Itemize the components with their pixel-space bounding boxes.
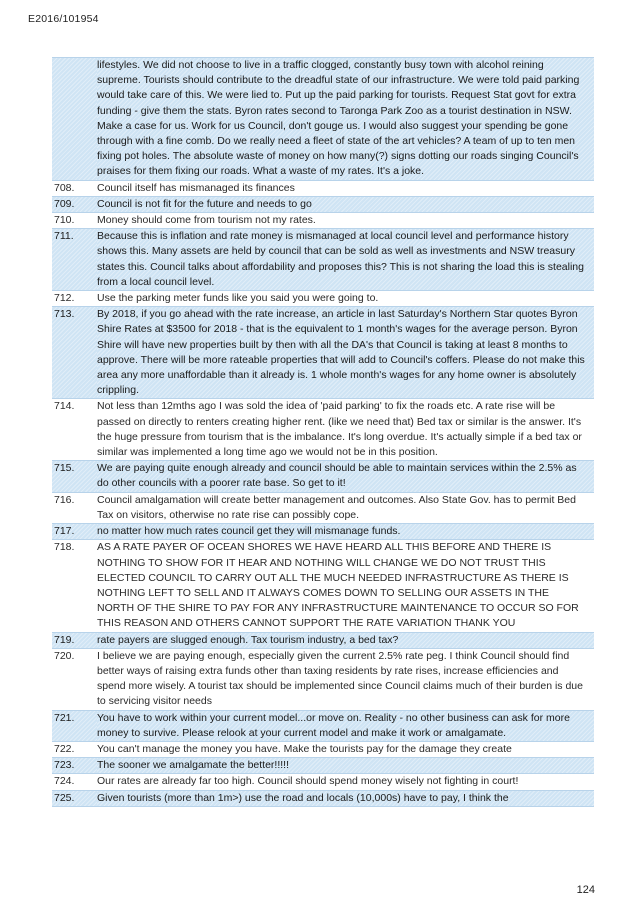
- row-number: 709.: [52, 197, 97, 212]
- row-number: 712.: [54, 292, 75, 305]
- table-row: [52, 710, 594, 742]
- row-text: We are paying quite enough already and council should be able to maintain services within the 2.5% as do other councils with a poorer rate base. So get to it!: [97, 461, 594, 491]
- row-text: Council amalgamation will create better management and outcomes. Also State Gov. has to permit Bed Tax on visitors, otherwise no rate rise can possibly cope.: [97, 493, 576, 521]
- row-number: 722.: [54, 742, 75, 755]
- row-number: 716.: [54, 493, 75, 506]
- table-row: [52, 742, 594, 757]
- row-number: 725.: [52, 791, 97, 806]
- row-text: I believe we are paying enough, especially given the current 2.5% rate peg. I think Council should find better ways of raising extra funds other than taxing residents by rate rises, increase efficiencies and spend more wisely. A tourist tax should be implemented since Council claims much of their burden is due to servicing visitor needs: [97, 649, 583, 708]
- table-row: [52, 399, 594, 460]
- row-text: By 2018, if you go ahead with the rate increase, an article in last Saturday's Northern Star quotes Byron Shire Rates at $3500 for 2018 - that is the equivalent to 1 month's wages for the average person. Byron Shire will have new properties built by then with all the DA's that Council is taking at least 8 months to approve. There will be more rateable properties that will add to Council's coffers. Please do not make this area any more unaffordable than it already is. 1 whole month's wages for any home owner is absolutely crippling.: [97, 307, 594, 398]
- row-number: 717.: [52, 524, 97, 539]
- row-number: [52, 58, 97, 180]
- table-row: [52, 306, 594, 399]
- document-reference: E2016/101954: [28, 13, 99, 25]
- table-row: [52, 181, 594, 196]
- table-row: [52, 493, 594, 523]
- row-number: 708.: [54, 181, 75, 194]
- row-text: Because this is inflation and rate money is mismanaged at local council level and performance history shows this. Many assets are held by council that can be sold as well as investments and NSW treasury states this. Council talks about affordability and proposes this? This is not sharing the load this is stealing from a local council level.: [97, 229, 594, 290]
- row-text: Given tourists (more than 1m>) use the road and locals (10,000s) have to pay, I think the: [97, 791, 594, 806]
- row-text: You can't manage the money you have. Make the tourists pay for the damage they create: [97, 742, 512, 755]
- table-row: [52, 649, 594, 710]
- row-number: 710.: [54, 214, 75, 227]
- table-row: [52, 523, 594, 540]
- table-row: [52, 196, 594, 213]
- row-text: lifestyles. We did not choose to live in a traffic clogged, constantly busy town with alcohol reining supreme. Tourists should contribute to the dreadful state of our infrastructure. We were told paid parking would take care of this. We were lied to. Put up the paid parking for tourists. Request Stat govt for extra funding - give them the stats. Byron rates second to Taronga Park Zoo as a tourist destination in NSW. Make a case for us. Work for us Council, don't gouge us. I would also suggest your spending be gone through with a fine comb. Do we really need a fleet of state of the art vehicles? A team of up to ten men fixing pot holes. The absolute waste of money on how many(?) signs dotting our roads singing Council's praises for them fixing our roads. What a waste of my rates. It's a joke.: [97, 58, 594, 180]
- row-text: You have to work within your current model...or move on. Reality - no other business can ask for more money to survive. Please relook at your current model and make it work or amalgamate.: [97, 711, 594, 741]
- row-text: Council itself has mismanaged its finances: [97, 181, 295, 194]
- row-number: 721.: [52, 711, 97, 741]
- row-number: 713.: [52, 307, 97, 398]
- table-row: [52, 774, 594, 789]
- table-row: [52, 632, 594, 649]
- row-number: 711.: [52, 229, 97, 290]
- table-row: [52, 790, 594, 807]
- row-number: 714.: [54, 400, 75, 413]
- row-text: no matter how much rates council get they will mismanage funds.: [97, 524, 594, 539]
- row-text: The sooner we amalgamate the better!!!!!: [97, 758, 594, 773]
- table-row-continuation: [52, 57, 594, 181]
- row-number: 720.: [54, 649, 75, 662]
- row-text: rate payers are slugged enough. Tax tourism industry, a bed tax?: [97, 633, 594, 648]
- page-number: 124: [576, 884, 595, 896]
- row-text: Our rates are already far too high. Council should spend money wisely not fighting in court!: [97, 775, 519, 788]
- table-row: [52, 213, 594, 228]
- row-text: AS A RATE PAYER OF OCEAN SHORES WE HAVE HEARD ALL THIS BEFORE AND THERE IS NOTHING TO SHOW FOR IT HEAR AND NOTHING WILL CHANGE WE DO NOT TRUST THIS ELECTED COUNCIL TO CARRY OUT ALL THE MUCH NEEDED INFRASTRUCTURE AS THERE IS NOTHING LEFT TO SELL AND IT ALWAYS COMES DOWN TO SELLING OUR ASSETS IN THE NORTH OF THE SHIRE TO PAY FOR ANY INFRASTRUCTURE MAINTENANCE TO OCCUR SO FOR THIS REASON AND OTHERS CANNOT SUPPORT THE RATE VARIATION THANK YOU: [97, 541, 579, 630]
- row-number: 718.: [54, 541, 75, 554]
- row-text: Not less than 12mths ago I was sold the idea of 'paid parking' to fix the roads etc. A rate rise will be passed on directly to renters creating higher rent. (like we need that) Bed tax or similar is the answer. It's the huge pressure from tourism that is the imbalance. It's long overdue. It's actually simple if a bed tax or similar was implemented a long time ago we would not be in this position.: [97, 400, 582, 459]
- table-row: [52, 291, 594, 306]
- comments-table: [52, 57, 594, 807]
- table-row: [52, 228, 594, 291]
- row-text: Money should come from tourism not my rates.: [97, 214, 316, 227]
- row-text: Use the parking meter funds like you said you were going to.: [97, 292, 379, 305]
- table-row: [52, 757, 594, 774]
- table-row: [52, 540, 594, 631]
- row-number: 724.: [54, 775, 75, 788]
- row-number: 723.: [52, 758, 97, 773]
- table-row: [52, 460, 594, 492]
- row-number: 719.: [52, 633, 97, 648]
- row-number: 715.: [52, 461, 97, 491]
- row-text: Council is not fit for the future and needs to go: [97, 197, 594, 212]
